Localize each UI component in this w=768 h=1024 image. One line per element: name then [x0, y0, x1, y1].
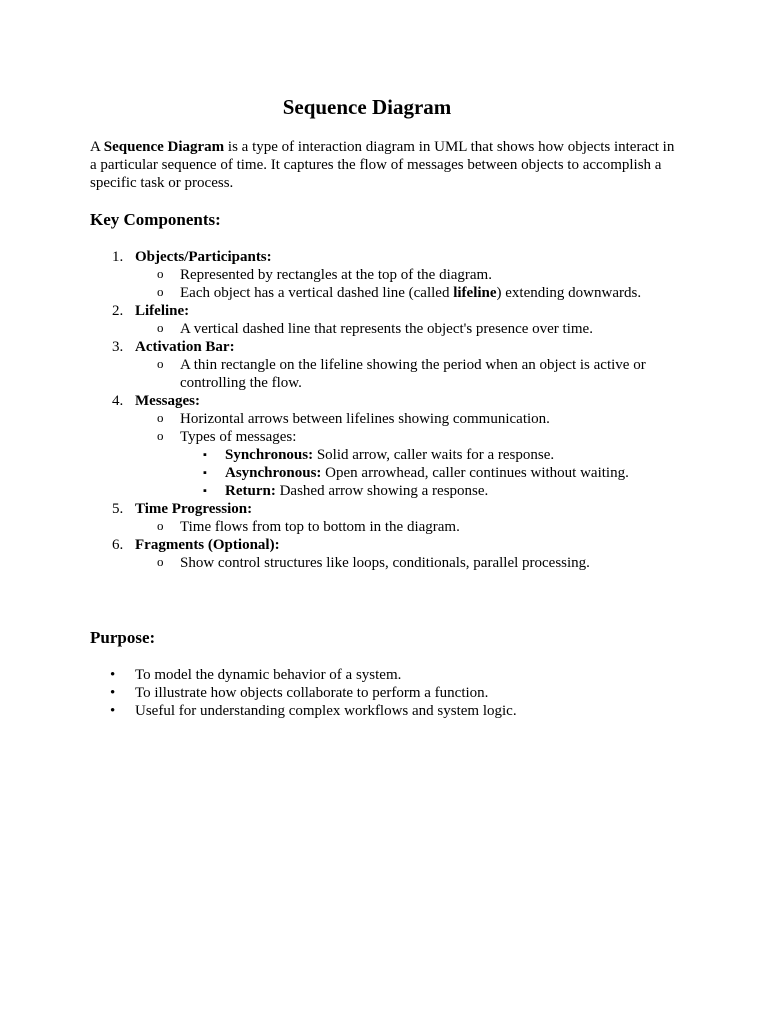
sub-item [135, 428, 680, 500]
circle-bullet-icon: o [157, 518, 164, 533]
sub-list [135, 356, 680, 392]
sub-item-term: lifeline [453, 285, 497, 301]
bullet-icon: • [110, 667, 116, 683]
purpose-heading: Purpose: [90, 628, 156, 647]
sub-item [135, 320, 680, 338]
sub-item [135, 518, 680, 536]
item-number: 4. [112, 393, 124, 409]
item-number: 3. [112, 339, 124, 355]
square-bullet-icon: ▪ [203, 485, 207, 497]
component-item [90, 338, 680, 392]
sub-list [135, 518, 680, 536]
document-title: Sequence Diagram [282, 95, 452, 119]
circle-bullet-icon: o [157, 428, 164, 443]
component-title: Activation Bar: [135, 339, 235, 355]
circle-bullet-icon: o [157, 410, 164, 425]
purpose-item-text: Useful for understanding complex workflows and system logic. [135, 703, 517, 719]
sub-list [135, 320, 680, 338]
sub-list [135, 554, 680, 572]
sub-item [135, 554, 680, 572]
sub-item-text: ) extending downwards. [496, 285, 642, 301]
purpose-item [90, 684, 680, 702]
purpose-item [90, 702, 680, 720]
components-list [90, 248, 680, 572]
message-type-item [180, 464, 680, 482]
component-title: Lifeline: [135, 303, 190, 319]
sub-item [135, 266, 680, 284]
item-number: 2. [112, 303, 124, 319]
message-type-name: Synchronous: [225, 447, 314, 463]
intro-prefix: A [90, 139, 104, 155]
circle-bullet-icon: o [157, 266, 164, 281]
sub-item [135, 356, 680, 392]
component-title: Messages: [135, 393, 200, 409]
sub-item-text: Time flows from top to bottom in the diagram. [180, 519, 460, 535]
sub-item-text: Represented by rectangles at the top of the diagram. [180, 267, 492, 283]
key-components-heading: Key Components: [90, 210, 221, 229]
sub-item-text: A thin rectangle on the lifeline showing the period when an object is active or controlling the flow. [180, 357, 646, 391]
component-title: Fragments (Optional): [135, 537, 280, 553]
purpose-item-text: To model the dynamic behavior of a system. [135, 667, 402, 683]
intro-term: Sequence Diagram [103, 139, 225, 155]
sub-list [135, 266, 680, 302]
sub-item-text: Show control structures like loops, conditionals, parallel processing. [180, 555, 590, 571]
circle-bullet-icon: o [157, 320, 164, 335]
sub-item-text: A vertical dashed line that represents the object's presence over time. [180, 321, 593, 337]
message-type-text: Solid arrow, caller waits for a response. [313, 447, 555, 463]
sub-item [135, 410, 680, 428]
purpose-item-text: To illustrate how objects collaborate to perform a function. [135, 685, 489, 701]
item-number: 6. [112, 537, 124, 553]
square-bullet-icon: ▪ [203, 449, 207, 461]
message-types-list [180, 446, 680, 500]
intro-text: is a type of interaction diagram in UML that shows how objects interact in a particular sequence of time. It captures the flow of messages between objects to accomplish a specific task or process. [90, 139, 675, 191]
message-type-name: Asynchronous: [225, 465, 322, 481]
sub-item-text: Each object has a vertical dashed line (called [180, 285, 454, 301]
component-item [90, 392, 680, 500]
sub-item-text: Types of messages: [180, 429, 297, 445]
circle-bullet-icon: o [157, 284, 164, 299]
message-type-item [180, 446, 680, 464]
component-title: Time Progression: [135, 501, 253, 517]
item-number: 5. [112, 501, 124, 517]
sub-item-text: Horizontal arrows between lifelines showing communication. [180, 411, 550, 427]
message-type-name: Return: [225, 483, 276, 499]
message-type-text: Dashed arrow showing a response. [275, 483, 489, 499]
sub-list [135, 410, 680, 500]
component-item [90, 536, 680, 572]
purpose-item [90, 666, 680, 684]
message-type-text: Open arrowhead, caller continues without waiting. [321, 465, 629, 481]
circle-bullet-icon: o [157, 356, 164, 371]
message-type-item [180, 482, 680, 500]
component-item [90, 302, 680, 338]
intro-paragraph [90, 138, 680, 192]
circle-bullet-icon: o [157, 554, 164, 569]
item-number: 1. [112, 249, 124, 265]
bullet-icon: • [110, 703, 116, 719]
purpose-list [90, 666, 680, 720]
component-title: Objects/Participants: [135, 249, 272, 265]
bullet-icon: • [110, 685, 116, 701]
square-bullet-icon: ▪ [203, 467, 207, 479]
component-item [90, 248, 680, 302]
sub-item [135, 284, 680, 302]
component-item [90, 500, 680, 536]
